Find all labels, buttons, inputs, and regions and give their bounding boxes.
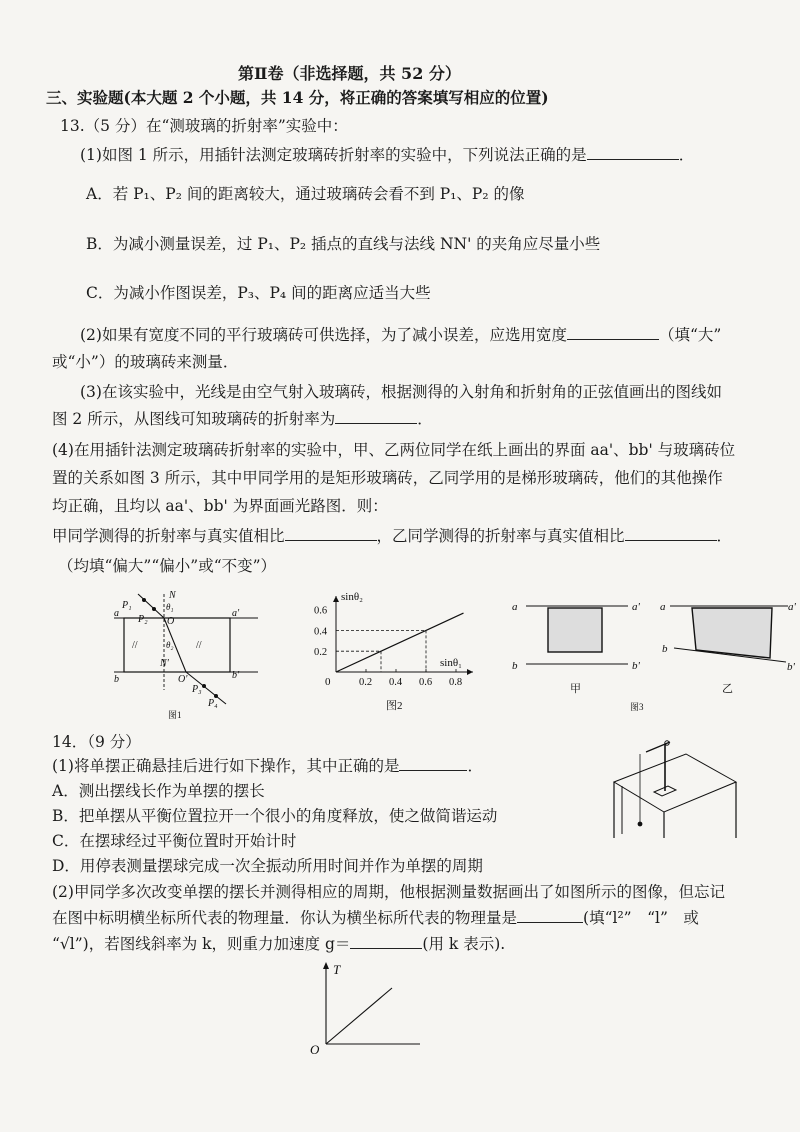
x-axis-arrow: [467, 669, 473, 675]
fig3-sub-jia: 甲: [570, 683, 581, 695]
answer-blank[interactable]: [399, 756, 467, 771]
q14-part2-line1: (2)甲同学多次改变单摆的摆长并测得相应的周期，他根据测量数据画出了如图所示的图像，但忘记: [52, 883, 725, 901]
svg-text://: //: [132, 640, 138, 651]
q13-part3-line1: (3)在该实验中，光线是由空气射入玻璃砖，根据测得的入射角和折射角的正弦值画出的图线如: [80, 383, 722, 401]
fig1-label: N: [169, 590, 176, 601]
x-tick-label: 0.2: [359, 677, 373, 688]
q14-option-c: C．在摆球经过平衡位置时开始计时: [52, 832, 297, 850]
svg-text:b': b': [787, 661, 795, 673]
svg-text:a: a: [660, 601, 666, 613]
glass-block-rect: [548, 608, 602, 652]
svg-text:b: b: [512, 660, 518, 672]
fig1-label: θ₁: [166, 602, 174, 612]
q14-option-a: A．测出摆线长作为单摆的摆长: [52, 782, 265, 800]
y-tick-label: 0.4: [314, 626, 328, 638]
fig1-label: θ₂: [166, 640, 174, 650]
q13-part4-line2: 置的关系如图 3 所示，其中甲同学用的是矩形玻璃砖，乙同学用的是梯形玻璃砖，他们的其他操作: [52, 469, 723, 487]
q14-option-d: D．用停表测量摆球完成一次全振动所用时间并作为单摆的周期: [52, 857, 483, 875]
q13-part2-line1: (2)如果有宽度不同的平行玻璃砖可供选择，为了减小误差，应选用宽度 （填“大”: [80, 326, 722, 344]
q13-part4-line3: 均正确，且均以 aa'、bb' 为界面画光路图．则：: [52, 497, 388, 515]
svg-text://: //: [196, 640, 202, 651]
q13-option-c: C．为减小作图误差，P₃、P₄ 间的距离应适当大些: [86, 284, 431, 302]
q14-part2-line2: 在图中标明横坐标所代表的物理量．你认为横坐标所代表的物理量是 (填“l²” “l” 或: [52, 909, 699, 927]
svg-text:a': a': [788, 601, 796, 613]
svg-text:b: b: [662, 643, 668, 655]
origin-label: 0: [325, 676, 331, 688]
figure-3: [510, 592, 800, 718]
x-axis-label: sinθ₁: [440, 657, 462, 669]
svg-text:a: a: [512, 601, 518, 613]
pendulum-bob: [638, 822, 643, 827]
q13-part4-line4: 甲同学测得的折射率与真实值相比 ，乙同学测得的折射率与真实值相比 ．: [52, 527, 733, 545]
fig1-label: O': [178, 674, 188, 685]
fig3-sub-yi: 乙: [722, 683, 733, 695]
q14-head: 14．（9 分）: [52, 733, 141, 751]
y-axis-label: sinθ₂: [341, 591, 363, 603]
section-title: 三、实验题(本大题 2 个小题，共 14 分，将正确的答案填写相应的位置): [46, 88, 549, 107]
q13-head: 13.（5 分）在“测玻璃的折射率”实验中：: [60, 117, 348, 135]
graph-origin: O: [310, 1042, 320, 1057]
y-tick-label: 0.6: [314, 605, 328, 617]
q14-part2-line3: “√l”)，若图线斜率为 k，则重力加速度 g＝ (用 k 表示).: [52, 935, 506, 953]
figure-2-chart: [308, 588, 478, 714]
answer-blank[interactable]: [335, 409, 417, 424]
x-tick-label: 0.8: [449, 677, 463, 688]
fig1-label: P₃: [192, 684, 202, 695]
fig1-label: P₂: [138, 614, 148, 625]
pendulum-apparatus: [604, 734, 740, 842]
glass-block-trapezoid: [692, 608, 772, 658]
answer-blank[interactable]: [517, 908, 583, 923]
q13-part3-line2: 图 2 所示，从图线可知玻璃砖的折射率为 ．: [52, 410, 433, 428]
q14-option-b: B．把单摆从平衡位置拉开一个很小的角度释放，使之做简谐运动: [52, 807, 498, 825]
q13-part4-note: （均填“偏大”“偏小”或“不变”）: [58, 557, 277, 575]
fig1-label: a': [232, 608, 240, 619]
answer-blank[interactable]: [587, 145, 679, 160]
fig1-label: P₁: [122, 600, 132, 611]
q13-part4-line1: (4)在用插针法测定玻璃砖折射率的实验中，甲、乙两位同学在纸上画出的界面 aa'、bb' 与玻璃砖位: [52, 441, 736, 459]
fig1-label: b: [114, 674, 119, 685]
answer-blank[interactable]: [625, 526, 717, 541]
answer-blank[interactable]: [567, 325, 659, 340]
svg-text:a': a': [632, 601, 640, 613]
fig1-label: O: [167, 616, 175, 627]
fig1-label: a: [114, 608, 119, 619]
fig1-label: b': [232, 670, 240, 681]
q14-part1: (1)将单摆正确悬挂后进行如下操作，其中正确的是 ．: [52, 757, 483, 775]
q13-option-a: A．若 P₁、P₂ 间的距离较大，通过玻璃砖会看不到 P₁、P₂ 的像: [86, 185, 525, 203]
y-tick-label: 0.2: [314, 647, 328, 659]
fig1-caption: 图1: [168, 710, 182, 720]
q13-option-b: B．为减小测量误差，过 P₁、P₂ 插点的直线与法线 NN' 的夹角应尽量小些: [86, 235, 601, 253]
answer-blank[interactable]: [350, 934, 422, 949]
fig1-label: N': [160, 658, 169, 669]
x-tick-label: 0.6: [419, 677, 433, 688]
part-title: 第Ⅱ卷（非选择题，共 52 分）: [238, 64, 461, 83]
fig1-label: P₄: [208, 698, 218, 709]
x-tick-label: 0.4: [389, 677, 403, 688]
q13-part1: (1)如图 1 所示，用插针法测定玻璃砖折射率的实验中，下列说法正确的是 ．: [80, 146, 695, 164]
svg-text:b': b': [632, 660, 640, 672]
graph-line: [326, 988, 392, 1044]
answer-blank[interactable]: [285, 526, 377, 541]
period-graph: [306, 958, 426, 1058]
chart-caption: 图2: [386, 700, 403, 712]
q13-part2-line2: 或“小”）的玻璃砖来测量．: [52, 353, 239, 371]
figure-1: [108, 588, 258, 720]
graph-y-label: T: [333, 962, 341, 977]
y-axis-arrow: [333, 596, 339, 602]
fig3-caption: 图3: [630, 702, 644, 712]
